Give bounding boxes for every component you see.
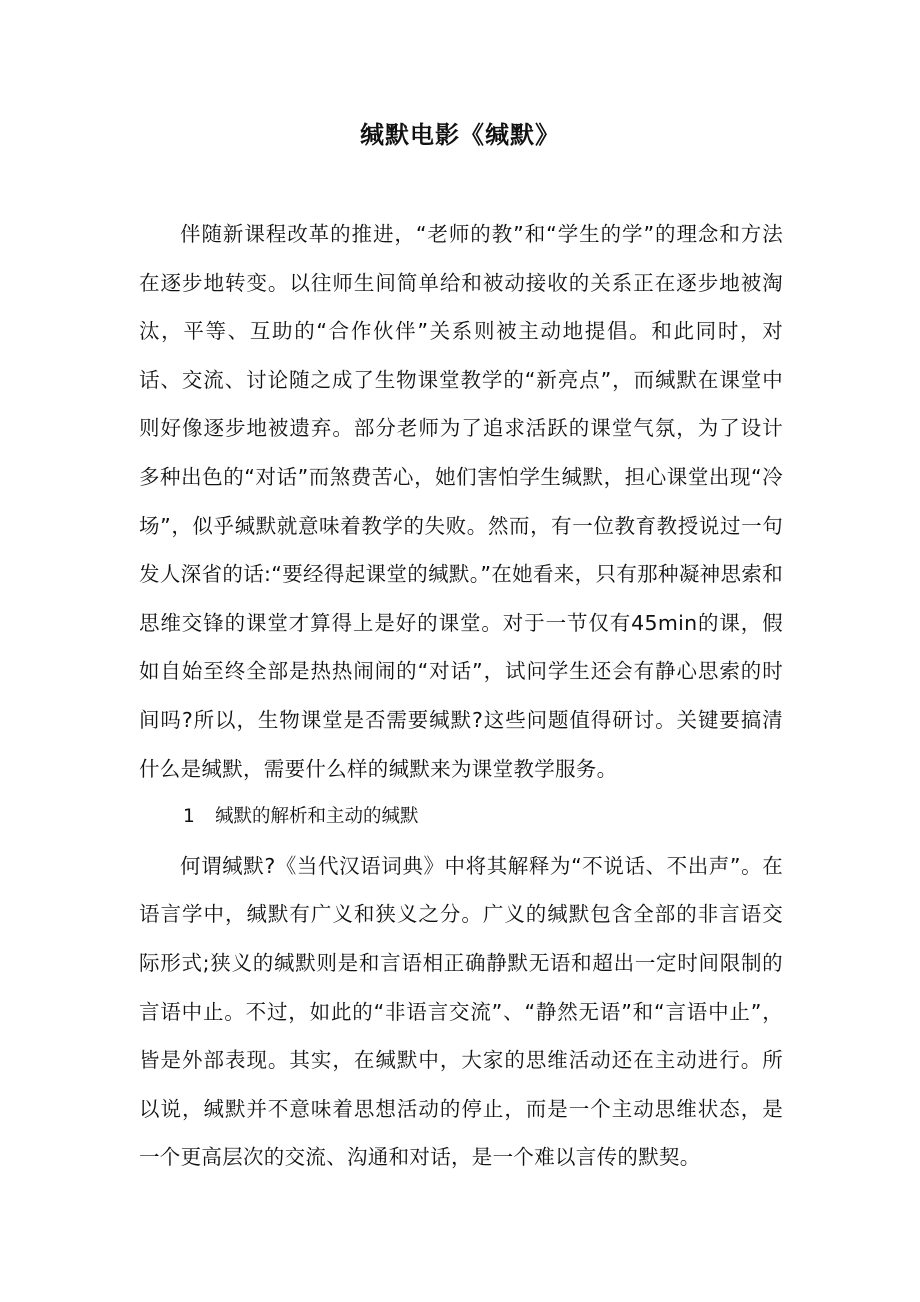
document-body: [139, 210, 783, 1182]
section-heading-1: [139, 793, 783, 842]
section-number: 1: [183, 806, 195, 828]
page-title: 缄默电影《缄默》: [360, 121, 560, 149]
section-heading-text: 缄默的解析和主动的缄默: [215, 806, 419, 828]
paragraph-definition: 何谓缄默?《当代汉语词典》中将其解释为“不说话、不出声”。在语言学中，缄默有广义和狭义之分。广义的缄默包含全部的非言语交际形式;狭义的缄默则是和言语相正确静默无语和超出一定时间限制的言语中止。不过，如此的“非语言交流”、“静然无语”和“言语中止”，皆是外部表现。其实，在缄默中，大家的思维活动还在主动进行。所以说，缄默并不意味着思想活动的停止，而是一个主动思维状态，是一个更高层次的交流、沟通和对话，是一个难以言传的默契。: [139, 853, 783, 1170]
paragraph-intro: 伴随新课程改革的推进，“老师的教”和“学生的学”的理念和方法在逐步地转变。以往师生间简单给和被动接收的关系正在逐步地被淘汰，平等、互助的“合作伙伴”关系则被主动地提倡。和此同时，对话、交流、讨论随之成了生物课堂教学的“新亮点”，而缄默在课堂中则好像逐步地被遗弃。部分老师为了追求活跃的课堂气氛，为了设计多种出色的“对话”而煞费苦心，她们害怕学生缄默，担心课堂出现“冷场”，似乎缄默就意味着教学的失败。然而，有一位教育教授说过一句发人深省的话:“要经得起课堂的缄默。”在她看来，只有那种凝神思索和思维交锋的课堂才算得上是好的课堂。对于一节仅有45min的课，假如自始至终全部是热热闹闹的“对话”，试问学生还会有静心思索的时间吗?所以，生物课堂是否需要缄默?这些问题值得研讨。关键要搞清什么是缄默，需要什么样的缄默来为课堂教学服务。: [139, 222, 783, 781]
